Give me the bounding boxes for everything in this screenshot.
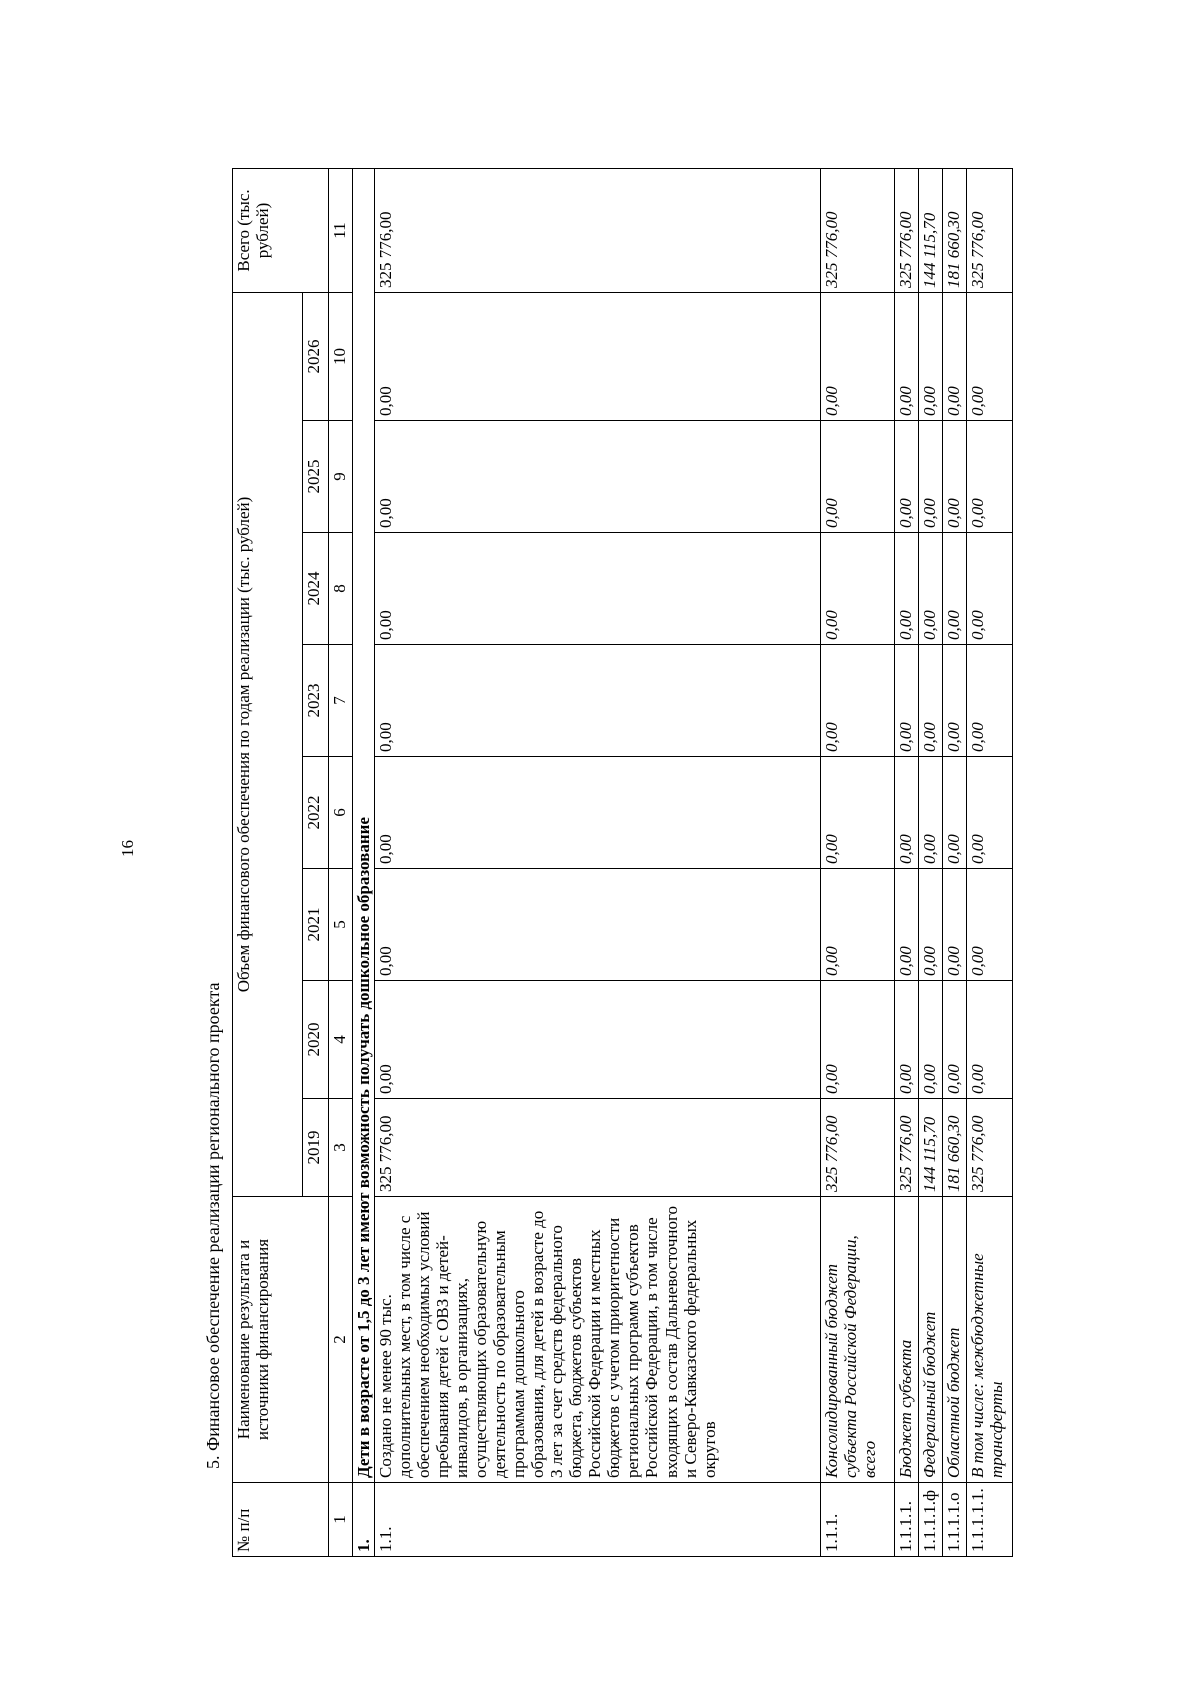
- col-number: 5: [329, 869, 353, 981]
- col-number: 1: [329, 1483, 353, 1557]
- total-cell: 325 776,00: [375, 169, 821, 293]
- value-cell: 0,00: [919, 981, 943, 1099]
- value-cell: 0,00: [821, 869, 895, 981]
- value-cell: 0,00: [943, 533, 967, 645]
- value-cell: 0,00: [821, 421, 895, 533]
- value-cell: 0,00: [375, 645, 821, 757]
- value-cell: 0,00: [967, 981, 1013, 1099]
- value-cell: 0,00: [919, 869, 943, 981]
- table-row: [895, 169, 919, 1557]
- value-cell: 0,00: [919, 645, 943, 757]
- row-name: Федеральный бюджет: [919, 1197, 943, 1483]
- table-row: [375, 169, 821, 1557]
- col-number: 2: [329, 1197, 353, 1483]
- value-cell: 181 660,30: [943, 1099, 967, 1197]
- section-row: [353, 169, 375, 1557]
- year-cell: 2020: [303, 981, 329, 1099]
- value-cell: 0,00: [967, 757, 1013, 869]
- table-row: [943, 169, 967, 1557]
- header-row-1: [233, 169, 303, 1557]
- value-cell: 0,00: [895, 421, 919, 533]
- year-cell: 2026: [303, 293, 329, 421]
- value-cell: 0,00: [821, 533, 895, 645]
- header-total: Всего (тыс. рублей): [233, 169, 329, 293]
- column-number-row: [329, 169, 353, 1557]
- value-cell: 0,00: [375, 293, 821, 421]
- value-cell: 0,00: [375, 533, 821, 645]
- row-name: В том числе: межбюджетные трансферты: [967, 1197, 1013, 1483]
- value-cell: 0,00: [967, 869, 1013, 981]
- value-cell: 0,00: [895, 869, 919, 981]
- table-row: [919, 169, 943, 1557]
- row-num: 1.1.1.: [821, 1483, 895, 1557]
- col-number: 10: [329, 293, 353, 421]
- row-name: Бюджет субъекта: [895, 1197, 919, 1483]
- total-cell: 181 660,30: [943, 169, 967, 293]
- value-cell: 0,00: [821, 645, 895, 757]
- row-num: 1.1.1.1.1.: [967, 1483, 1013, 1557]
- year-cell: 2022: [303, 757, 329, 869]
- value-cell: 325 776,00: [821, 1099, 895, 1197]
- row-num: 1.1.1.1.: [895, 1483, 919, 1557]
- value-cell: 0,00: [919, 757, 943, 869]
- value-cell: 0,00: [895, 645, 919, 757]
- section-title-cell: Дети в возрасте от 1,5 до 3 лет имеют возможность получать дошкольное образование: [353, 169, 375, 1483]
- col-number: 7: [329, 645, 353, 757]
- value-cell: 0,00: [375, 869, 821, 981]
- value-cell: 0,00: [919, 533, 943, 645]
- value-cell: 0,00: [967, 533, 1013, 645]
- value-cell: 0,00: [967, 293, 1013, 421]
- section-title: 5. Финансовое обеспечение реализации регионального проекта: [203, 982, 223, 1469]
- col-number: 8: [329, 533, 353, 645]
- year-cell: 2021: [303, 869, 329, 981]
- col-number: 11: [329, 169, 353, 293]
- value-cell: 0,00: [821, 981, 895, 1099]
- value-cell: 0,00: [375, 981, 821, 1099]
- header-name: Наименование результата и источники финансирования: [233, 1197, 329, 1483]
- value-cell: 0,00: [895, 293, 919, 421]
- value-cell: 0,00: [895, 981, 919, 1099]
- row-name: Создано не менее 90 тыс. дополнительных мест, в том числе с обеспечением необходимых условий пребывания детей с ОВЗ и детей-инвалидов, в организациях, осуществляющих образовательную деятельность по образовательным программам дошкольного образования, для детей в возрасте до 3 лет за счет средств федерального бюджета, бюджетов субъектов Российской Федерации и местных бюджетов с учетом приоритетности региональных программ субъектов Российской Федерации, в том числе входящих в состав Дальневосточного и Северо-Кавказского федеральных округов: [375, 1197, 821, 1483]
- value-cell: 0,00: [943, 421, 967, 533]
- value-cell: 0,00: [895, 533, 919, 645]
- financing-table: [232, 168, 1013, 1557]
- year-cell: 2024: [303, 533, 329, 645]
- value-cell: 0,00: [919, 421, 943, 533]
- value-cell: 0,00: [943, 293, 967, 421]
- year-cell: 2019: [303, 1099, 329, 1197]
- page-number: 16: [118, 840, 137, 857]
- table-row: [821, 169, 895, 1557]
- value-cell: 325 776,00: [895, 1099, 919, 1197]
- value-cell: 0,00: [943, 869, 967, 981]
- value-cell: 0,00: [821, 757, 895, 869]
- header-volume: Объем финансового обеспечения по годам реализации (тыс. рублей): [233, 293, 303, 1197]
- row-num: 1.1.1.1.о: [943, 1483, 967, 1557]
- row-name: Консолидированный бюджет субъекта Российской Федерации, всего: [821, 1197, 895, 1483]
- value-cell: 0,00: [967, 645, 1013, 757]
- col-number: 4: [329, 981, 353, 1099]
- value-cell: 325 776,00: [375, 1099, 821, 1197]
- value-cell: 0,00: [943, 645, 967, 757]
- row-num: 1.1.: [375, 1483, 821, 1557]
- value-cell: 0,00: [943, 981, 967, 1099]
- value-cell: 0,00: [375, 421, 821, 533]
- total-cell: 325 776,00: [821, 169, 895, 293]
- value-cell: 0,00: [821, 293, 895, 421]
- year-cell: 2023: [303, 645, 329, 757]
- col-number: 3: [329, 1099, 353, 1197]
- row-num: 1.1.1.1.ф: [919, 1483, 943, 1557]
- col-number: 9: [329, 421, 353, 533]
- total-cell: 325 776,00: [967, 169, 1013, 293]
- value-cell: 0,00: [919, 293, 943, 421]
- row-name: Областной бюджет: [943, 1197, 967, 1483]
- section-num: 1.: [353, 1483, 375, 1557]
- value-cell: 325 776,00: [967, 1099, 1013, 1197]
- value-cell: 0,00: [967, 421, 1013, 533]
- total-cell: 325 776,00: [895, 169, 919, 293]
- value-cell: 0,00: [943, 757, 967, 869]
- table-row: [967, 169, 1013, 1557]
- year-cell: 2025: [303, 421, 329, 533]
- value-cell: 0,00: [895, 757, 919, 869]
- col-number: 6: [329, 757, 353, 869]
- header-num: № п/п: [233, 1483, 329, 1557]
- value-cell: 144 115,70: [919, 1099, 943, 1197]
- value-cell: 0,00: [375, 757, 821, 869]
- total-cell: 144 115,70: [919, 169, 943, 293]
